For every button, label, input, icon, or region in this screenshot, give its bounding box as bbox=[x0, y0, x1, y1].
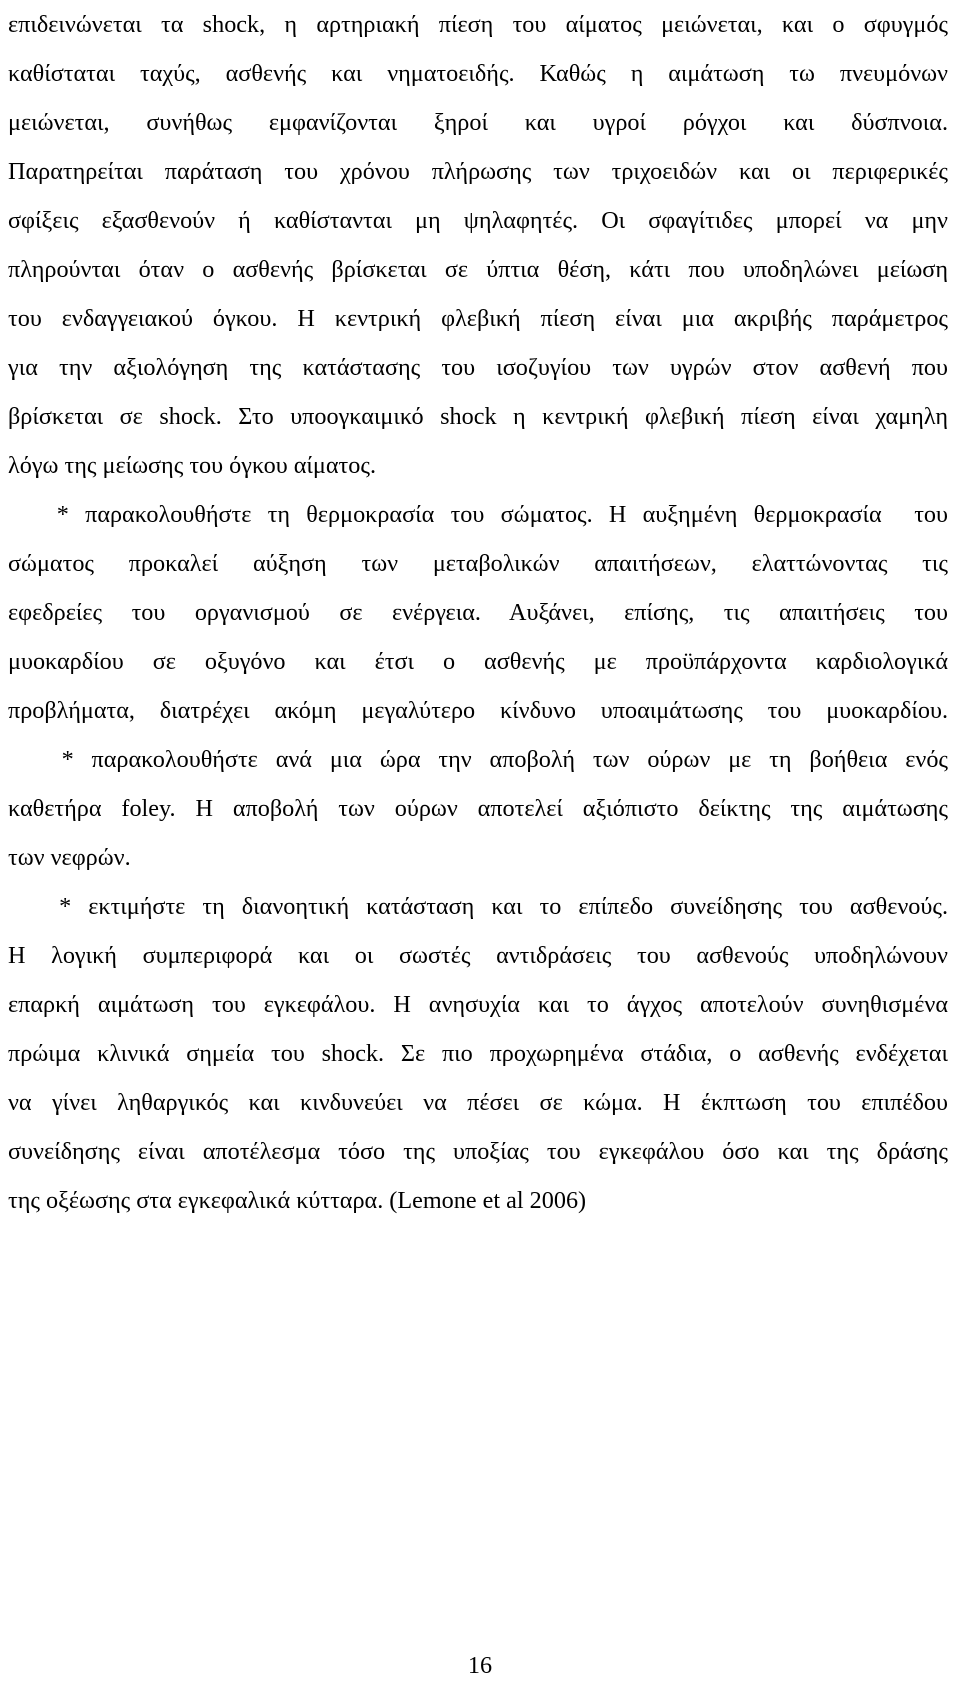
text-line: Η λογική συμπεριφορά και οι σωστές αντιδράσεις του ασθενούς υποδηλώνουν bbox=[8, 942, 948, 969]
text-line: να γίνει ληθαργικός και κινδυνεύει να πέσει σε κώμα. Η έκπτωση του επιπέδου bbox=[8, 1089, 948, 1116]
text-line: * εκτιμήστε τη διανοητική κατάσταση και το επίπεδο συνείδησης του ασθενούς. bbox=[8, 893, 948, 920]
text-line: βρίσκεται σε shock. Στο υποογκαιμικό shock η κεντρική φλεβική πίεση είναι χαμηλη bbox=[8, 403, 948, 430]
text-line: της οξέωσης στα εγκεφαλικά κύτταρα. (Lemone et al 2006) bbox=[8, 1187, 587, 1214]
document-body bbox=[8, 0, 948, 1225]
text-line: μυοκαρδίου σε οξυγόνο και έτσι ο ασθενής με προϋπάρχοντα καρδιολογικά bbox=[8, 648, 948, 675]
text-line: πρώιμα κλινικά σημεία του shock. Σε πιο προχωρημένα στάδια, ο ασθενής ενδέχεται bbox=[8, 1040, 948, 1067]
text-line: Παρατηρείται παράταση του χρόνου πλήρωσης των τριχοειδών και οι περιφερικές bbox=[8, 158, 948, 185]
text-line: σφίξεις εξασθενούν ή καθίστανται μη ψηλαφητές. Οι σφαγίτιδες μπορεί να μην bbox=[8, 207, 948, 234]
text-line: * παρακολουθήστε τη θερμοκρασία του σώματος. Η αυξημένη θερμοκρασία του bbox=[8, 501, 948, 528]
text-line: προβλήματα, διατρέχει ακόμη μεγαλύτερο κίνδυνο υποαιμάτωσης του μυοκαρδίου. bbox=[8, 697, 948, 724]
text-line: συνείδησης είναι αποτέλεσμα τόσο της υποξίας του εγκεφάλου όσο και της δράσης bbox=[8, 1138, 948, 1165]
text-line: εφεδρείες του οργανισμού σε ενέργεια. Αυξάνει, επίσης, τις απαιτήσεις του bbox=[8, 599, 948, 626]
text-line: σώματος προκαλεί αύξηση των μεταβολικών απαιτήσεων, ελαττώνοντας τις bbox=[8, 550, 948, 577]
text-line: για την αξιολόγηση της κατάστασης του ισοζυγίου των υγρών στον ασθενή που bbox=[8, 354, 948, 381]
text-line: * παρακολουθήστε ανά μια ώρα την αποβολή των ούρων με τη βοήθεια ενός bbox=[8, 746, 948, 773]
text-line: πληρούνται όταν ο ασθενής βρίσκεται σε ύπτια θέση, κάτι που υποδηλώνει μείωση bbox=[8, 256, 948, 283]
page-number: 16 bbox=[467, 1652, 493, 1679]
text-line: επιδεινώνεται τα shock, η αρτηριακή πίεση του αίματος μειώνεται, και ο σφυγμός bbox=[8, 11, 948, 38]
text-line: των νεφρών. bbox=[8, 844, 131, 871]
text-line: επαρκή αιμάτωση του εγκεφάλου. Η ανησυχία και το άγχος αποτελούν συνηθισμένα bbox=[8, 991, 948, 1018]
text-line: καθετήρα foley. Η αποβολή των ούρων αποτελεί αξιόπιστο δείκτης της αιμάτωσης bbox=[8, 795, 948, 822]
text-line: του ενδαγγειακού όγκου. Η κεντρική φλεβική πίεση είναι μια ακριβής παράμετρος bbox=[8, 305, 948, 332]
text-line: λόγω της μείωσης του όγκου αίματος. bbox=[8, 452, 376, 479]
text-line: μειώνεται, συνήθως εμφανίζονται ξηροί και υγροί ρόγχοι και δύσπνοια. bbox=[8, 109, 948, 136]
text-line: καθίσταται ταχύς, ασθενής και νηματοειδής. Καθώς η αιμάτωση τω πνευμόνων bbox=[8, 60, 948, 87]
